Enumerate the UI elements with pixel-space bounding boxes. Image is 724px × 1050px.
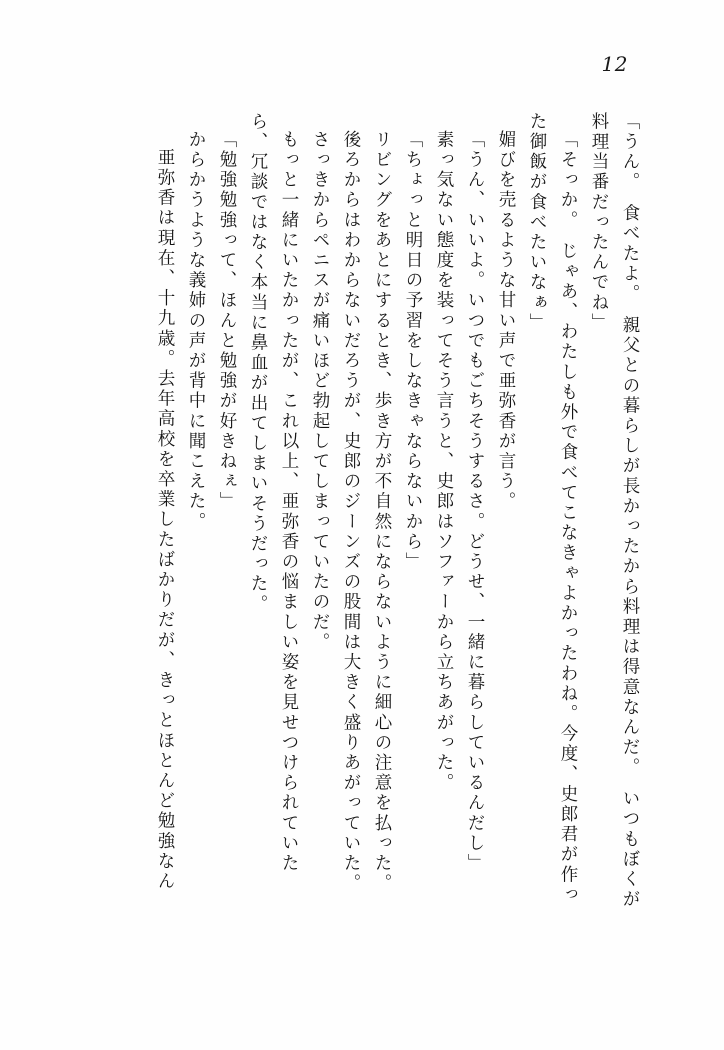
text-column: さっきからペニスが痛いほど勃起してしまっていたのだ。	[310, 130, 330, 653]
text-column: 媚びを売るような甘い声で亜弥香が言う。	[496, 130, 516, 512]
text-column: た御飯が食べたいなぁ」	[527, 112, 547, 334]
page-number: 12	[601, 52, 628, 76]
text-column: 後ろからはわからないだろうが、史郎のジーンズの股間は大きく盛りあがっていた。	[341, 130, 361, 894]
text-column: からかうような義姉の声が背中に聞こえた。	[186, 130, 206, 532]
text-column: リビングをあとにするとき、歩き方が不自然にならないように細心の注意を払った。	[372, 130, 392, 894]
text-column: 「勉強勉強って、ほんと勉強が好きねぇ」	[217, 130, 237, 512]
text-column: もっと一緒にいたかったが、これ以上、亜弥香の悩ましい姿を見せつけられていた	[279, 130, 299, 874]
vertical-text-block	[88, 112, 638, 942]
text-column: 「うん、いいよ。いつでもごちそうするさ。どうせ、一緒に暮らしているんだし」	[465, 130, 485, 874]
text-column: 亜弥香は現在、十九歳。去年高校を卒業したばかりだが、きっとほとんど勉強なん	[155, 148, 175, 892]
text-column: 「うん。 食べたよ。 親父との暮らしが長かったから料理は得意なんだ。 いつもぼくが	[620, 112, 640, 910]
text-column: ら、冗談ではなく本当に鼻血が出てしまいそうだった。	[248, 112, 268, 615]
text-column: 「そっか。 じゃあ、わたしも外で食べてこなきゃよかったわね。今度、史郎君が作っ	[558, 130, 578, 906]
text-column: 料理当番だったんでね」	[589, 112, 609, 334]
text-column: 「ちょっと明日の予習をしなきゃならないから」	[403, 130, 423, 573]
text-column: 素っ気ない態度を装ってそう言うと、史郎はソファーから立ちあがった。	[434, 130, 454, 794]
